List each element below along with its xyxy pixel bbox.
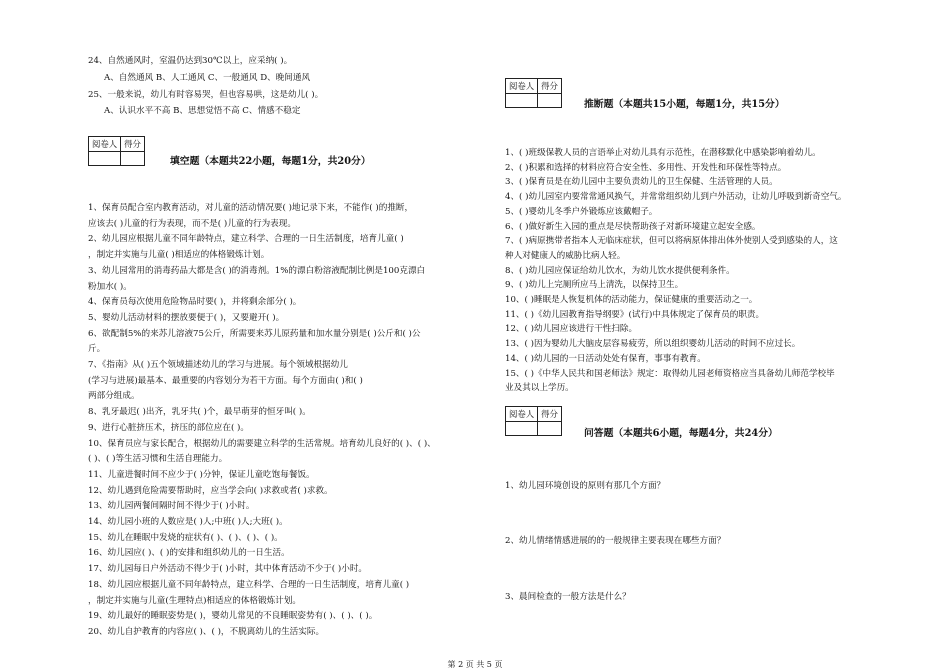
fill-line: 斤。 xyxy=(88,344,106,355)
fill-line: 13、幼儿园两餐间隔时间不得少于( )小时。 xyxy=(88,501,255,512)
judge-line: 12、( )幼儿园应该进行干性扫除。 xyxy=(505,324,638,335)
fill-section-title: 填空题（本题共22小题，每题1分，共20分） xyxy=(170,156,371,167)
qa-question-3: 3、晨间检查的一般方法是什么？ xyxy=(505,592,631,602)
fill-line: ，制定并实施与儿童( )相适应的体格锻炼计划。 xyxy=(88,250,270,261)
question-24: 24、自然通风时，室温仍达到30℃以上，应采纳( )。 xyxy=(88,56,293,66)
qa-score-box xyxy=(505,406,562,436)
judge-line: 3、( )保育员是在幼儿园中主要负责幼儿的卫生保健、生活管理的人员。 xyxy=(505,177,778,188)
score-cell xyxy=(538,422,562,436)
question-25-options: A、认识水平不高 B、思想觉悟不高 C、情感不稳定 xyxy=(104,106,301,116)
score-cell xyxy=(538,94,562,108)
fill-line: 19、幼儿最好的睡眠姿势是( )，婴幼儿常见的不良睡眠姿势有( )、( )、( )。 xyxy=(88,611,378,622)
judge-section-title: 推断题（本题共15小题，每题1分，共15分） xyxy=(584,99,785,110)
fill-line: 5、婴幼儿活动材料的摆放要便于( )，又要避开( )。 xyxy=(88,312,285,323)
fill-line: 9、进行心脏挤压术，挤压的部位应在( )。 xyxy=(88,422,249,433)
fill-line: 应该去( )儿童的行为表现，而不是( )儿童的行为表现。 xyxy=(88,218,296,229)
fill-line: 两部分组成。 xyxy=(88,391,140,402)
judge-line: 11、( )《幼儿园教育指导纲要》(试行)中具体规定了保育员的职责。 xyxy=(505,309,765,320)
reviewer-label: 阅卷人 xyxy=(89,137,121,152)
judge-line: 5、( )婴幼儿冬季户外锻炼应该戴帽子。 xyxy=(505,206,658,217)
fill-line: 8、乳牙最迟( )出齐，乳牙共( )个，最早萌芽的恒牙叫( )。 xyxy=(88,407,311,418)
fill-line: 2、幼儿园应根据儿童不同年龄特点，建立科学、合理的一日生活制度，培育儿童( ) xyxy=(88,234,404,245)
fill-line: ，制定并实施与儿童(生理特点)相适应的体格锻炼计划。 xyxy=(88,595,301,606)
judge-line: 13、( )因为婴幼儿大脑皮层容易疲劳，所以组织婴幼儿活动的时间不应过长。 xyxy=(505,339,801,350)
qa-section-title: 问答题（本题共6小题，每题4分，共24分） xyxy=(584,428,778,439)
page-footer: 第 2 页 共 5 页 xyxy=(447,660,503,669)
reviewer-cell xyxy=(506,422,538,436)
fill-line: 4、保育员每次使用危险物品时要( )，并将剩余部分( )。 xyxy=(88,297,302,308)
fill-score-box xyxy=(88,136,145,166)
fill-line: 18、幼儿园应根据儿童不同年龄特点，建立科学、合理的一日生活制度，培育儿童( ) xyxy=(88,579,410,590)
qa-question-2: 2、幼儿情绪情感进展的的一般规律主要表现在哪些方面？ xyxy=(505,536,726,546)
fill-line: ( )、( )等生活习惯和生活自理能力。 xyxy=(88,454,228,465)
score-label: 得分 xyxy=(538,79,562,94)
fill-line: 20、幼儿自护教育的内容应( )、( )，不脱离幼儿的生活实际。 xyxy=(88,626,325,637)
score-label: 得分 xyxy=(121,137,145,152)
reviewer-label: 阅卷人 xyxy=(506,407,538,422)
score-cell xyxy=(121,152,145,166)
fill-line: 10、保育员应与家长配合，根据幼儿的需要建立科学的生活常规。培育幼儿良好的( )、( )、 xyxy=(88,438,436,449)
qa-question-1: 1、幼儿园环境创设的原则有那几个方面？ xyxy=(505,481,666,491)
judge-line: 9、( )幼儿上完厕所应马上清洗，以保持卫生。 xyxy=(505,280,684,291)
fill-line: 11、儿童进餐时间不应少于( )分钟，保证儿童吃饱每餐饭。 xyxy=(88,469,315,480)
reviewer-cell xyxy=(89,152,121,166)
judge-line: 15、( )《中华人民共和国老师法》规定：取得幼儿园老师资格应当具备幼儿师范学校毕 xyxy=(505,368,835,379)
judge-line: 10、( )睡眠是人恢复机体的活动能力，保证健康的重要活动之一。 xyxy=(505,295,758,305)
judge-line: 7、( )病原携带者指本人无临床症状，但可以将病原体排出体外使别人受到感染的人，这 xyxy=(505,236,838,247)
fill-line: 14、幼儿园小班的人数应是( )人;中班( )人;大班( )。 xyxy=(88,517,288,527)
judge-line: 8、( )幼儿园应保证给幼儿饮水，为幼儿饮水提供便利条件。 xyxy=(505,265,735,276)
score-label: 得分 xyxy=(538,407,562,422)
judge-line: 1、( )班级保教人员的言语举止对幼儿具有示范性，在潜移默化中感染影响着幼儿。 xyxy=(505,148,821,158)
judge-score-box xyxy=(505,78,562,108)
fill-line: 6、欲配制5%的来苏儿溶液75公斤，所需要来苏儿原药量和加水量分别是( )公斤和( )公 xyxy=(88,328,421,339)
judge-line: 4、( )幼儿园室内要常常通风换气，并常常组织幼儿到户外活动，让幼儿呼吸到新奇空气。 xyxy=(505,192,847,203)
question-24-options: A、自然通风 B、人工通风 C、一般通风 D、晚间通风 xyxy=(104,73,311,83)
judge-line: 2、( )积累和选择的材料应符合安全性、多用性、开发性和环保性等特点。 xyxy=(505,162,787,173)
fill-line: 12、幼儿遇到危险需要帮助时，应当学会向( )求救或者( )求救。 xyxy=(88,485,333,496)
reviewer-label: 阅卷人 xyxy=(506,79,538,94)
fill-line: 15、幼儿在睡眠中发烧的症状有( )、( )、( )、( )。 xyxy=(88,532,283,543)
judge-line: 6、( )做好新生入园的重点是尽快帮助孩子对新环境建立起安全感。 xyxy=(505,221,761,232)
fill-line: 16、幼儿园应( )、( )的安排和组织幼儿的一日生活。 xyxy=(88,548,290,559)
fill-line: 1、保育员配合室内教育活动，对儿童的活动情况要( )地记录下来，不能作( )的推断， xyxy=(88,203,414,213)
judge-line: 业及其以上学历。 xyxy=(505,383,574,394)
fill-line: 粉加水( )。 xyxy=(88,281,132,292)
judge-line: 14、( )幼儿园的一日活动处处有保育，事事有教育。 xyxy=(505,353,706,364)
fill-line: 17、幼儿园每日户外活动不得少于( )小时，其中体育活动不少于( )小时。 xyxy=(88,564,368,575)
judge-line: 种人对健康人的威胁比病人轻。 xyxy=(505,250,626,261)
question-25: 25、一般来说，幼儿有时容易哭，但也容易哄，这是幼儿( )。 xyxy=(88,90,324,100)
reviewer-cell xyxy=(506,94,538,108)
fill-line: 7、《指南》从( )五个领域描述幼儿的学习与进展。每个领域根据幼儿 xyxy=(88,360,348,370)
fill-line: (学习与进展)最基本、最重要的内容划分为若干方面。每个方面由( )和( ) xyxy=(88,375,363,386)
fill-line: 3、幼儿园常用的消毒药品大都是含( )的消毒剂。1%的漂白粉溶液配制比例是100克漂白 xyxy=(88,265,426,276)
